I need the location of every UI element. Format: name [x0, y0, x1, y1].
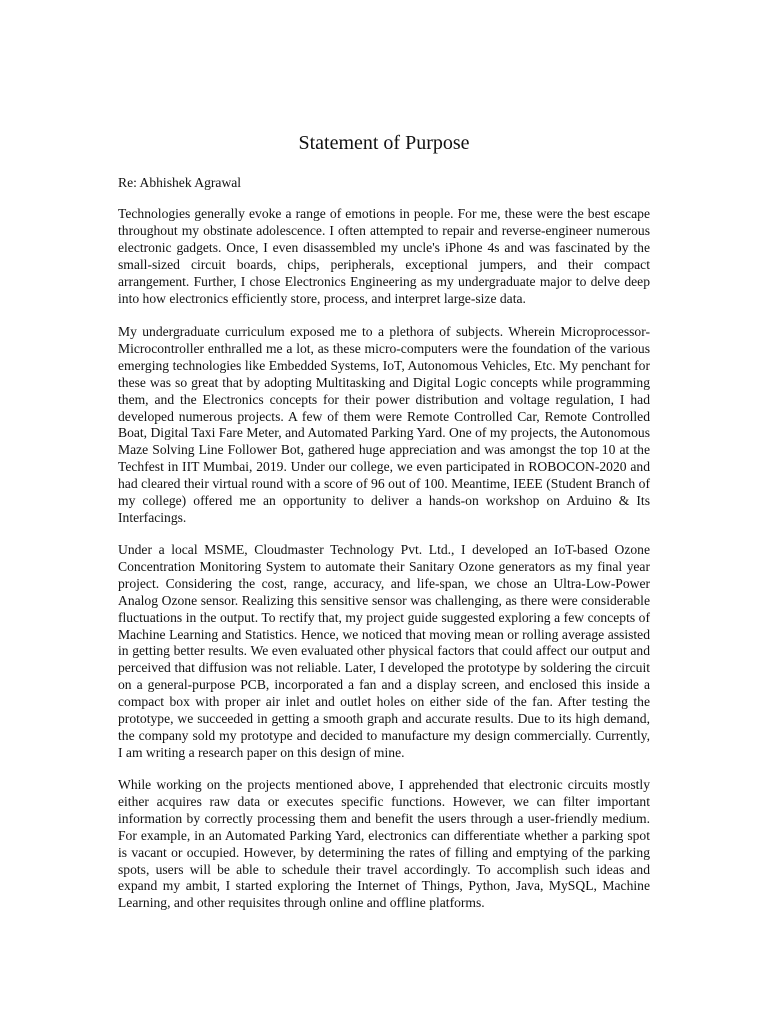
re-line: Re: Abhishek Agrawal — [118, 175, 242, 190]
paragraph-3: Under a local MSME, Cloudmaster Technology Pvt. Ltd., I developed an IoT-based Ozone Concentration Monitoring System to automate their Sanitary Ozone generators as my final year project. Considering the cost, range, accuracy, and life-span, we chose an Ultra-Low-Power Analog Ozone sensor. Realizing this sensitive sensor was challenging, as there were considerable fluctuations in the output. To rectify that, my project guide suggested exploring a few concepts of Machine Learning and Statistics. Hence, we noticed that moving mean or rolling average assisted in getting better results. We even evaluated other physical factors that could affect our output and perceived that diffusion was not reliable. Later, I developed the prototype by soldering the circuit on a general-purpose PCB, incorporated a fan and a display screen, and enclosed this inside a compact box with proper air inlet and outlet holes on either side of the fan. After testing the prototype, we succeeded in getting a smooth graph and accurate results. Due to its high demand, the company sold my prototype and decided to manufacture my design commercially. Currently, I am writing a research paper on this design of mine. — [118, 542, 650, 760]
paragraph-1: Technologies generally evoke a range of emotions in people. For me, these were the best escape throughout my obstinate adolescence. I often attempted to repair and reverse-engineer numerous electronic gadgets. Once, I even disassembled my uncle's iPhone 4s and was fascinated by the small-sized circuit boards, chips, peripherals, exceptional jumpers, and their compact arrangement. Further, I chose Electronics Engineering as my undergraduate major to delve deep into how electronics efficiently store, process, and interpret large-size data. — [118, 206, 650, 306]
paragraph-4: While working on the projects mentioned above, I apprehended that electronic circuits mostly either acquires raw data or executes specific functions. However, we can filter important information by correctly processing them and benefit the users through a user-friendly medium. For example, in an Automated Parking Yard, electronics can differentiate whether a parking spot is vacant or occupied. However, by determining the rates of filling and emptying of the parking spots, users will be able to schedule their travel accordingly. To accomplish such ideas and expand my ambit, I started exploring the Internet of Things, Python, Java, MySQL, Machine Learning, and other requisites through online and offline platforms. — [118, 777, 650, 911]
paragraph-2: My undergraduate curriculum exposed me to a plethora of subjects. Wherein Microprocessor-Microcontroller enthralled me a lot, as these micro-computers were the foundation of the various emerging technologies like Embedded Systems, IoT, Autonomous Vehicles, Etc. My penchant for these was so great that by adopting Multitasking and Digital Logic concepts while programming them, and the Electronics concepts for their power distribution and voltage regulation, I had developed numerous projects. A few of them were Remote Controlled Car, Remote Controlled Boat, Digital Taxi Fare Meter, and Automated Parking Yard. One of my projects, the Autonomous Maze Solving Line Follower Bot, gathered huge appreciation and was amongst the top 10 at the Techfest in IIT Mumbai, 2019. Under our college, we even participated in ROBOCON-2020 and had cleared their virtual round with a score of 96 out of 100. Meantime, IEEE (Student Branch of my college) offered me an opportunity to deliver a hands-on workshop on Arduino & Its Interfacings. — [118, 324, 650, 525]
page-title: Statement of Purpose — [298, 132, 470, 154]
